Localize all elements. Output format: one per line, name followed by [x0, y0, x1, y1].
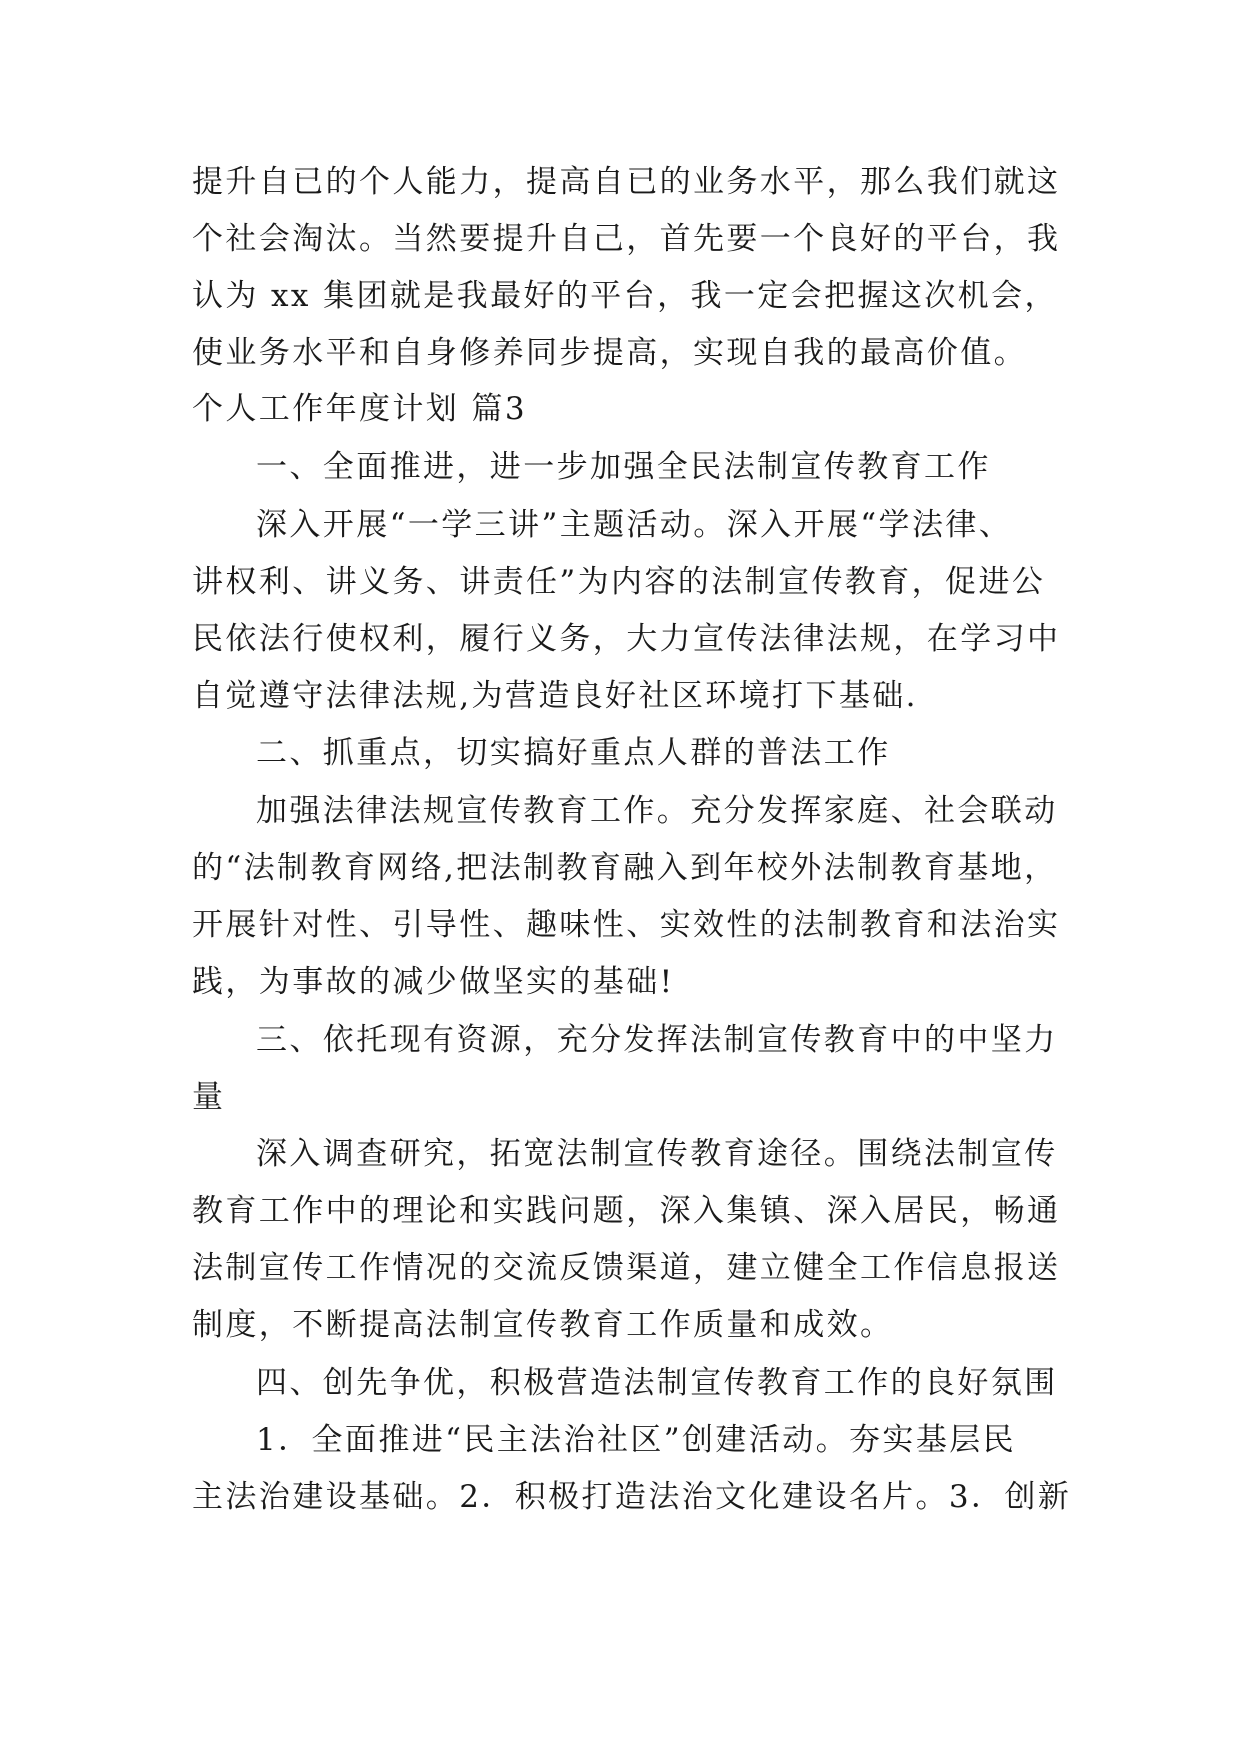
body-text-line: 使业务水平和自身修养同步提高，实现自我的最高价值。: [192, 335, 1027, 371]
body-text-line: 深入调查研究，拓宽法制宣传教育途径。围绕法制宣传: [256, 1136, 1058, 1172]
body-text-line: 1．全面推进“民主法治社区”创建活动。夯实基层民: [256, 1422, 1017, 1458]
body-text-line: 深入开展“一学三讲”主题活动。深入开展“学法律、: [256, 507, 1013, 543]
heading-3: 三、依托现有资源，充分发挥法制宣传教育中的中坚力: [256, 1022, 1058, 1058]
body-text-line: 自觉遵守法律法规,为营造良好社区环境打下基础.: [192, 678, 918, 714]
heading-1: 一、全面推进，进一步加强全民法制宣传教育工作: [256, 449, 991, 485]
body-text-line: 加强法律法规宣传教育工作。充分发挥家庭、社会联动: [256, 793, 1058, 829]
body-text-line: 践，为事故的减少做坚实的基础!: [192, 964, 675, 1000]
body-text-line: 讲权利、讲义务、讲责任”为内容的法制宣传教育，促进公: [192, 564, 1046, 600]
body-text-line: 法制宣传工作情况的交流反馈渠道，建立健全工作信息报送: [192, 1250, 1061, 1286]
body-text-line: 认为 xx 集团就是我最好的平台，我一定会把握这次机会，: [192, 278, 1058, 314]
body-text-line: 开展针对性、引导性、趣味性、实效性的法制教育和法治实: [192, 907, 1061, 943]
body-text-line: 民依法行使权利，履行义务，大力宣传法律法规，在学习中: [192, 621, 1061, 657]
heading-4: 四、创先争优，积极营造法制宣传教育工作的良好氛围: [256, 1365, 1058, 1401]
section-title: 个人工作年度计划 篇3: [192, 391, 527, 427]
body-text-line: 的“法制教育网络,把法制教育融入到年校外法制教育基地，: [192, 850, 1058, 886]
heading-3-continuation: 量: [192, 1079, 226, 1115]
heading-2: 二、抓重点，切实搞好重点人群的普法工作: [256, 735, 891, 771]
body-text-line: 个社会淘汰。当然要提升自己，首先要一个良好的平台，我: [192, 221, 1061, 257]
body-text-line: 提升自已的个人能力，提高自已的业务水平，那么我们就这: [192, 164, 1061, 200]
body-text-line: 教育工作中的理论和实践问题，深入集镇、深入居民，畅通: [192, 1193, 1061, 1229]
body-text-line: 制度，不断提高法制宣传教育工作质量和成效。: [192, 1307, 894, 1343]
body-text-line: 主法治建设基础。2．积极打造法治文化建设名片。3．创新: [192, 1479, 1072, 1515]
